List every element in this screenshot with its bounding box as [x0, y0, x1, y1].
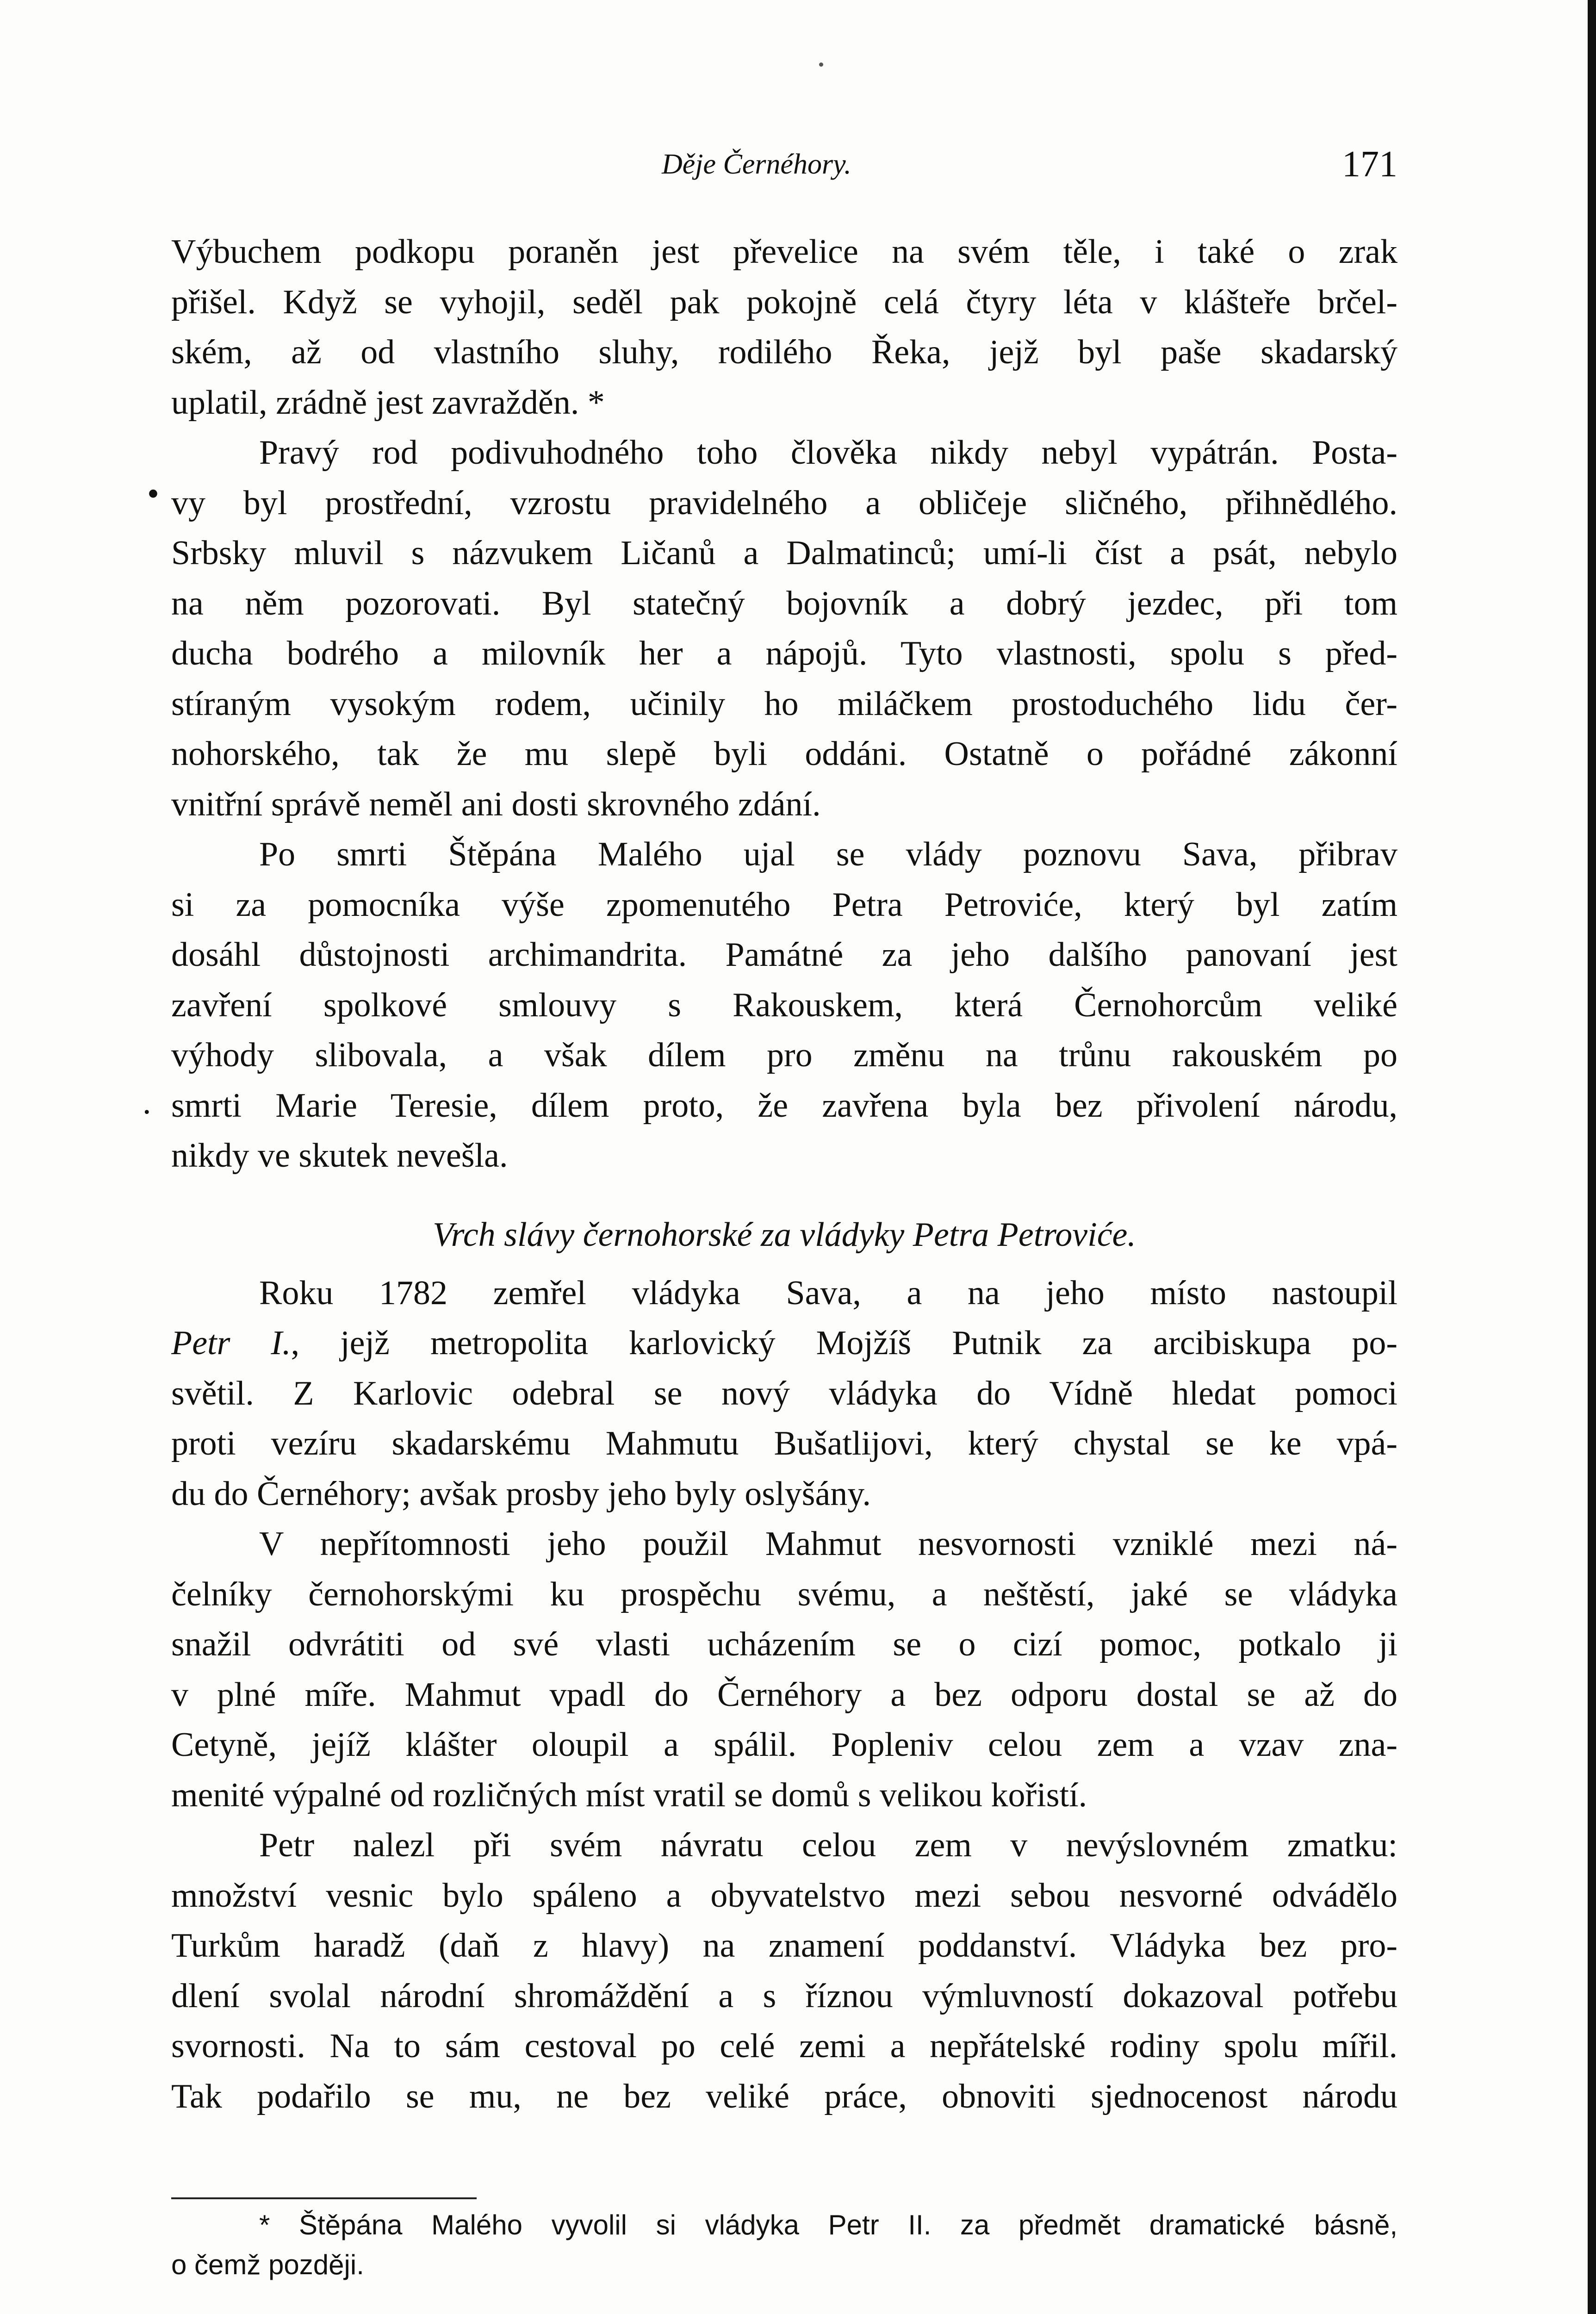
text-line: čelníky černohorskými ku prospěchu svému, a neštěstí, jaké se vládyka: [171, 1575, 1397, 1613]
text-line: Srbsky mluvil s názvukem Ličanů a Dalmatinců; umí-li číst a psát, nebylo: [171, 534, 1397, 572]
text-line: na něm pozorovati. Byl statečný bojovník a dobrý jezdec, při tom: [171, 584, 1397, 622]
text-line: V nepřítomnosti jeho použil Mahmut nesvornosti vzniklé mezi ná-: [259, 1525, 1397, 1563]
text-line: Výbuchem podkopu poraněn jest převelice na svém těle, i také o zrak: [171, 233, 1397, 271]
text-line: přišel. Když se vyhojil, seděl pak pokojně celá čtyry léta v klášteře brčel-: [171, 283, 1397, 321]
text-line: stíraným vysokým rodem, učinily ho miláčkem prostoduchého lidu čer-: [171, 684, 1397, 723]
text-line: ském, až od vlastního sluhy, rodilého Řeka, jejž byl paše skadarský: [171, 333, 1397, 371]
text-line: Cetyně, jejíž klášter oloupil a spálil. Popleniv celou zem a vzav zna-: [171, 1726, 1397, 1764]
text-line: proti vezíru skadarskému Mahmutu Bušatlijovi, který chystal se ke vpá-: [171, 1424, 1397, 1462]
text-line: Roku 1782 zemřel vládyka Sava, a na jeho místo nastoupil: [259, 1274, 1397, 1312]
footnote: [171, 2205, 1397, 2285]
text-line: menité výpalné od rozličných míst vratil se domů s velikou kořistí.: [171, 1776, 1087, 1814]
margin-mark: •: [147, 475, 159, 513]
footnote-rule: [171, 2197, 477, 2199]
text-line: dlení svolal národní shromáždění a s říznou výmluvností dokazoval potřebu: [171, 1977, 1397, 2015]
text-line: množství vesnic bylo spáleno a obyvatelstvo mezi sebou nesvorné odvádělo: [171, 1876, 1397, 1915]
running-title: Děje Černéhory.: [662, 149, 851, 180]
text-line: Tak podařilo se mu, ne bez veliké práce, obnoviti sjednocenost národu: [171, 2077, 1397, 2115]
text-line: si za pomocníka výše zpomenutého Petra Petroviće, který byl zatím: [171, 885, 1397, 924]
text-line: vy byl prostřední, vzrostu pravidelného a obličeje sličného, přihnědlého.: [171, 484, 1397, 522]
text-line: Pravý rod podivuhodného toho člověka nikdy nebyl vypátrán. Posta-: [259, 434, 1397, 472]
text-line: snažil odvrátiti od své vlasti ucházením se o cizí pomoc, potkalo ji: [171, 1625, 1397, 1663]
text-line: výhody slibovala, a však dílem pro změnu na trůnu rakouském po: [171, 1036, 1397, 1074]
text-run: , jejž metropolita karlovický Mojžíš Putnik za arcibiskupa po-: [291, 1324, 1397, 1362]
text-line: dosáhl důstojnosti archimandrita. Památné za jeho dalšího panovaní jest: [171, 936, 1397, 974]
footnote-line: o čemž později.: [171, 2249, 364, 2280]
text-line: Petr nalezl při svém návratu celou zem v nevýslovném zmatku:: [259, 1826, 1397, 1864]
text-line: Turkům haradž (daň z hlavy) na znamení poddanství. Vládyka bez pro-: [171, 1927, 1397, 1965]
page-header: [171, 139, 1397, 190]
text-line: svornosti. Na to sám cestoval po celé zemi a nepřátelské rodiny spolu mířil.: [171, 2027, 1397, 2065]
body-text: [171, 227, 1397, 2121]
text-line: nohorského, tak že mu slepě byli oddáni. Ostatně o pořádné zákonní: [171, 735, 1397, 773]
page-number: 171: [1342, 144, 1397, 185]
text-line: světil. Z Karlovic odebral se nový vládyka do Vídně hledat pomoci: [171, 1374, 1397, 1412]
section-heading: Vrch slávy černohorské za vládyky Petra Petroviće.: [433, 1215, 1136, 1254]
margin-mark: .: [143, 1083, 151, 1121]
text-line: nikdy ve skutek nevešla.: [171, 1137, 508, 1175]
text-line: v plné míře. Mahmut vpadl do Černéhory a bez odporu dostal se až do: [171, 1675, 1397, 1714]
scan-edge: [1588, 0, 1596, 2314]
text-line: vnitřní správě neměl ani dosti skrovného zdání.: [171, 785, 821, 823]
text-line: zavření spolkové smlouvy s Rakouskem, která Černohorcům veliké: [171, 986, 1397, 1024]
text-line: uplatil, zrádně jest zavražděn. *: [171, 383, 605, 422]
text-line: [171, 1318, 1397, 1368]
text-line: ducha bodrého a milovník her a nápojů. Tyto vlastnosti, spolu s před-: [171, 634, 1397, 672]
text-line: du do Černéhory; avšak prosby jeho byly oslyšány.: [171, 1474, 871, 1513]
text-line: Po smrti Štěpána Malého ujal se vlády poznovu Sava, přibrav: [259, 835, 1397, 873]
footnote-line: * Štěpána Malého vyvolil si vládyka Petr II. za předmět dramatické básně,: [259, 2209, 1397, 2240]
name-petr: Petr I.: [171, 1324, 291, 1362]
text-line: smrti Marie Teresie, dílem proto, že zavřena byla bez přivolení národu,: [171, 1086, 1397, 1125]
scan-speck: [819, 62, 823, 67]
